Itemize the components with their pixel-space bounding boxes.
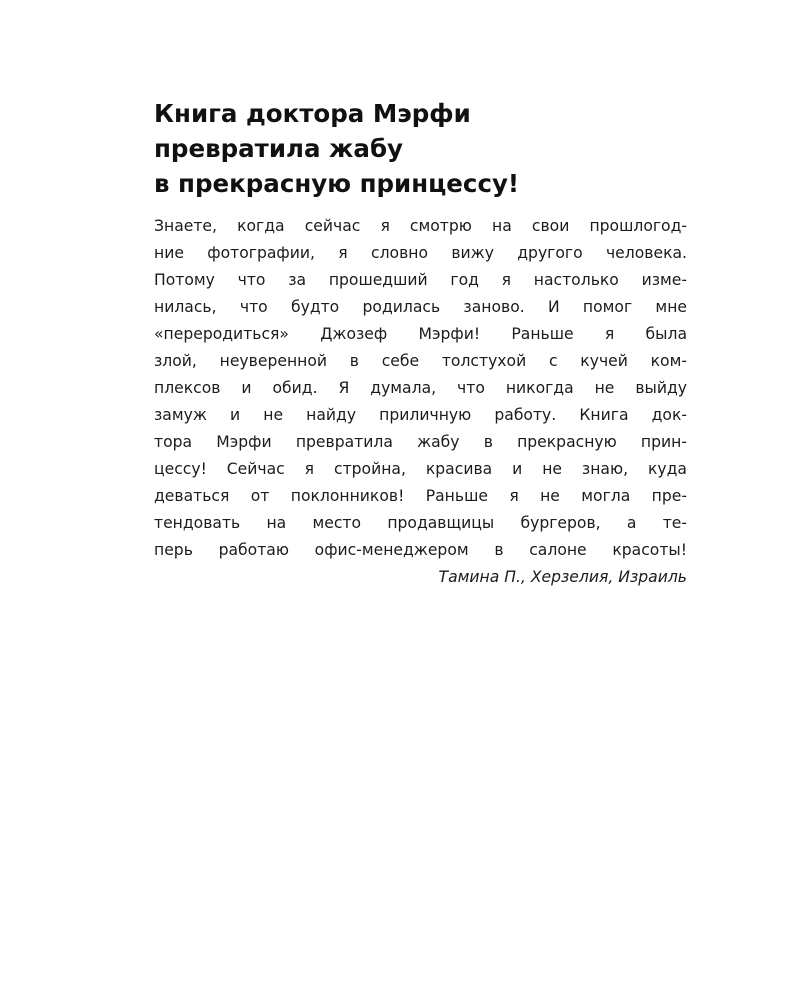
testimonial-paragraph: [154, 213, 687, 564]
paragraph-line: цессу! Сейчас я стройна, красива и не знаю, куда: [154, 460, 687, 478]
paragraph-line: Потому что за прошедший год я настолько изме-: [154, 271, 687, 289]
paragraph-line: ние фотографии, я словно вижу другого человека.: [154, 244, 687, 262]
paragraph-line: злой, неуверенной в себе толстухой с кучей ком-: [154, 352, 687, 370]
paragraph-line: тора Мэрфи превратила жабу в прекрасную прин-: [154, 433, 687, 451]
paragraph-line: деваться от поклонников! Раньше я не могла пре-: [154, 487, 687, 505]
heading-line: Книга доктора Мэрфи: [154, 99, 471, 128]
paragraph-line: «переродиться» Джозеф Мэрфи! Раньше я была: [154, 325, 687, 343]
paragraph-line: плексов и обид. Я думала, что никогда не выйду: [154, 379, 687, 397]
book-page: [154, 96, 687, 591]
paragraph-line: тендовать на место продавщицы бургеров, а те-: [154, 514, 687, 532]
paragraph-line: замуж и не найду приличную работу. Книга док-: [154, 406, 687, 424]
heading-line: превратила жабу: [154, 134, 404, 163]
paragraph-line: Знаете, когда сейчас я смотрю на свои прошлогод-: [154, 217, 687, 235]
paragraph-line: нилась, что будто родилась заново. И помог мне: [154, 298, 687, 316]
testimonial-signature: Тамина П., Херзелия, Израиль: [438, 568, 687, 586]
heading-line: в прекрасную принцессу!: [154, 169, 520, 198]
section-heading: [154, 96, 687, 201]
paragraph-line: перь работаю офис-менеджером в салоне красоты!: [154, 541, 687, 559]
